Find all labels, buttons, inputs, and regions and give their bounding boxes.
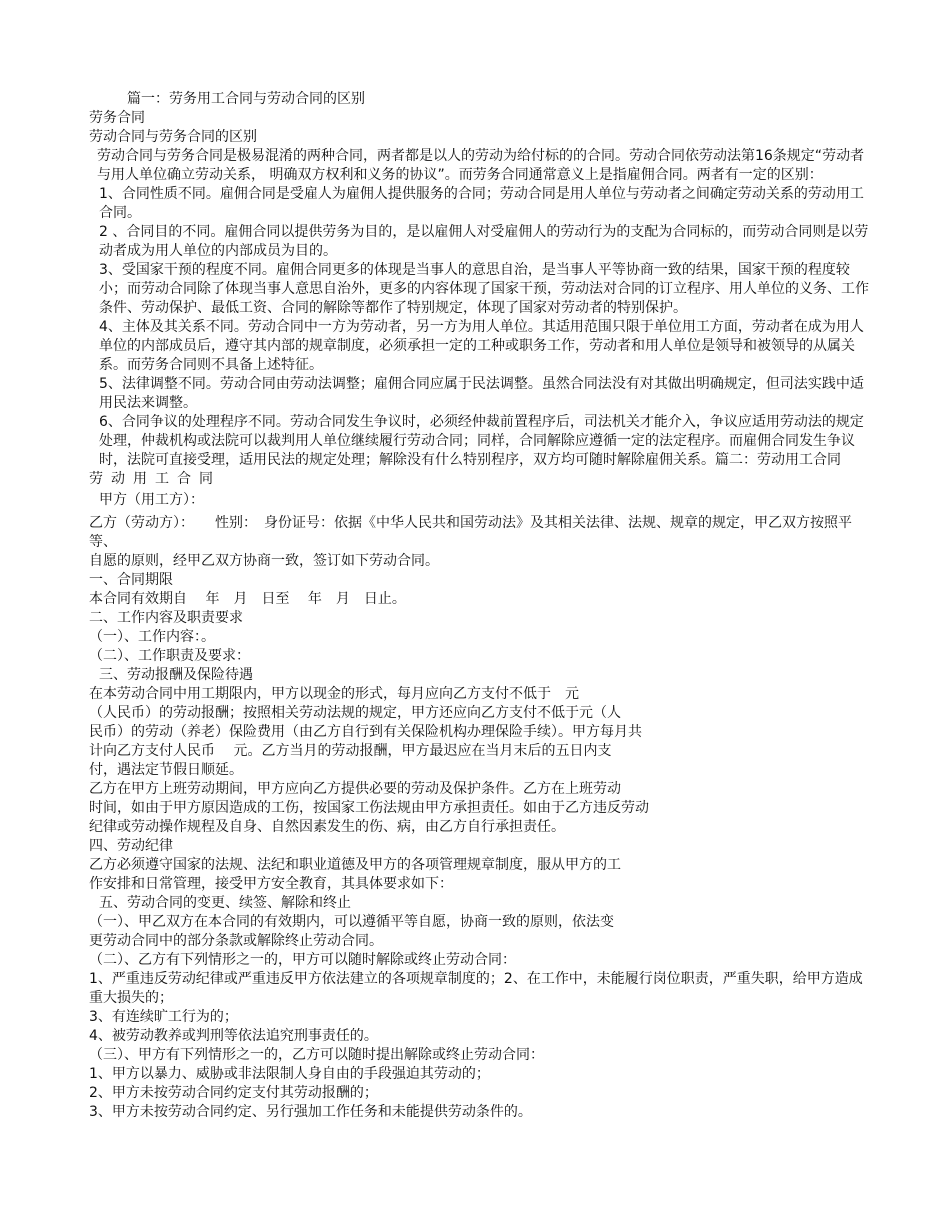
- pay-line-4: 计向乙方支付人民币 元。乙方当月的劳动报酬，甲方最迟应在当月末后的五日内支: [89, 743, 612, 759]
- pay-line-3: 民币）的劳动（养老）保险费用（由乙方自行到有关保险机构办理保险手续）。甲方每月共: [89, 724, 642, 740]
- section-2-heading: 二、工作内容及职责要求: [89, 610, 243, 626]
- protection-line-3: 纪律或劳动操作规程及自身、自然因素发生的伤、病，由乙方自行承担责任。: [89, 819, 565, 835]
- discipline-line-1: 乙方必须遵守国家的法规、法纪和职业道德及甲方的各项管理规章制度，服从甲方的工: [89, 857, 621, 873]
- change-line-2: 更劳动合同中的部分条款或解除终止劳动合同。: [89, 933, 383, 949]
- document-title: 篇一：劳务用工合同与劳动合同的区别: [127, 91, 365, 107]
- contract-term: 本合同有效期自 年 月 日至 年 月 日止。: [89, 591, 406, 607]
- difference-item-5: 5、法律调整不同。劳动合同由劳动法调整；雇佣合同应属于民法调整。虽然合同法没有对其做出明确规定，但司法实践中适用民法来调整。: [99, 376, 864, 411]
- termination-by-a-item-1-2: 1、严重违反劳动纪律或严重违反甲方依法建立的各项规章制度的；2、在工作中，未能履行岗位职责，严重失职，给甲方造成重大损失的；: [89, 971, 863, 1006]
- document-body: [89, 90, 869, 1122]
- pay-line-2: （人民币）的劳动报酬；按照相关劳动法规的规定，甲方还应向乙方支付不低于元（人: [89, 705, 621, 721]
- pay-line-1: 在本劳动合同中用工期限内，甲方以现金的形式，每月应向乙方支付不低于 元: [89, 686, 579, 702]
- termination-by-a-heading: （二）、乙方有下列情形之一的，甲方可以随时解除或终止劳动合同：: [89, 952, 516, 968]
- termination-by-b-item-3: 3、甲方未按劳动合同约定、另行强加工作任务和未能提供劳动条件的。: [89, 1104, 532, 1120]
- heading-difference: 劳动合同与劳务合同的区别: [89, 129, 257, 145]
- section-1-heading: 一、合同期限: [89, 572, 173, 588]
- difference-item-1: 1、合同性质不同。雇佣合同是受雇人为雇佣人提供服务的合同；劳动合同是用人单位与劳动者之间确定劳动关系的劳动用工合同。: [99, 186, 864, 221]
- difference-item-4: 4、主体及其关系不同。劳动合同中一方为劳动者，另一方为用人单位。其适用范围只限于单位用工方面，劳动者在成为用人单位的内部成员后，遵守其内部的规章制度，必须承担一定的工种或职务工作，劳动者和用人单位是领导和被领导的从属关系。而劳务合同则不具备上述特征。: [99, 319, 864, 373]
- section-3-heading: 三、劳动报酬及保险待遇: [99, 667, 253, 683]
- termination-by-b-item-1: 1、甲方以暴力、威胁或非法限制人身自由的手段强迫其劳动的；: [89, 1066, 490, 1082]
- party-a-line: 甲方（用工方）：: [99, 492, 204, 508]
- termination-by-b-heading: （三）、甲方有下列情形之一的，乙方可以随时提出解除或终止劳动合同：: [89, 1047, 544, 1063]
- agreement-principle: 自愿的原则，经甲乙双方协商一致，签订如下劳动合同。: [89, 553, 439, 569]
- change-line-1: （一）、甲乙双方在本合同的有效期内，可以遵循平等自愿，协商一致的原则，依法变: [89, 914, 614, 930]
- difference-item-3: 3、受国家干预的程度不同。雇佣合同更多的体现是当事人的意思自治，是当事人平等协商一致的结果，国家干预的程度较小；而劳动合同除了体现当事人意思自治外，更多的内容体现了国家干预，劳动法对合同的订立程序、用人单位的义务、工作条件、劳动保护、最低工资、合同的解除等都作了特别规定，体现了国家对劳动者的特别保护。: [99, 262, 869, 316]
- termination-by-a-item-3: 3、有连续旷工行为的；: [89, 1009, 238, 1025]
- difference-item-6: 6、合同争议的处理程序不同。劳动合同发生争议时，必须经仲裁前置程序后，司法机关才能介入，争议应适用劳动法的规定处理，仲裁机构或法院可以裁判用人单位继续履行劳动合同；同样，合同解除应遵循一定的法定程序。而雇佣合同发生争议时，法院可直接受理，适用民法的规定处理；解除没有什么特别程序，双方均可随时解除雇佣关系。篇二：劳动用工合同: [99, 414, 864, 468]
- contract-title: 劳动用工合同: [89, 471, 221, 487]
- intro-paragraph: 劳动合同与劳务合同是极易混淆的两种合同，两者都是以人的劳动为给付标的的合同。劳动合同依劳动法第16条规定“劳动者与用人单位确立劳动关系， 明确双方权利和义务的协议”。而劳务合同通常意义上是指雇佣合同。两者有一定的区别：: [97, 148, 865, 183]
- section-4-heading: 四、劳动纪律: [89, 838, 173, 854]
- termination-by-a-item-4: 4、被劳动教养或判刑等依法追究刑事责任的。: [89, 1028, 378, 1044]
- work-content: （一）、工作内容：。: [89, 629, 215, 645]
- party-b-line: 乙方（劳动方）： 性别： 身份证号：依据《中华人民共和国劳动法》及其相关法律、法规、规章的规定，甲乙双方按照平等、: [89, 515, 852, 550]
- protection-line-2: 时间，如由于甲方原因造成的工伤，按国家工伤法规由甲方承担责任。如由于乙方违反劳动: [89, 800, 649, 816]
- discipline-line-2: 作安排和日常管理，接受甲方安全教育，其具体要求如下：: [89, 876, 453, 892]
- section-5-heading: 五、劳动合同的变更、续签、解除和终止: [99, 895, 351, 911]
- termination-by-b-item-2: 2、甲方未按劳动合同约定支付其劳动报酬的；: [89, 1085, 378, 1101]
- heading-labor-service-contract: 劳务合同: [89, 110, 145, 126]
- work-duties: （二）、工作职责及要求：: [89, 648, 250, 664]
- pay-line-5: 付，遇法定节假日顺延。: [89, 762, 243, 778]
- difference-item-2: 2 、合同目的不同。雇佣合同以提供劳务为目的，是以雇佣人对受雇佣人的劳动行为的支配为合同标的，而劳动合同则是以劳动者成为用人单位的内部成员为目的。: [99, 224, 869, 259]
- protection-line-1: 乙方在甲方上班劳动期间，甲方应向乙方提供必要的劳动及保护条件。乙方在上班劳动: [89, 781, 621, 797]
